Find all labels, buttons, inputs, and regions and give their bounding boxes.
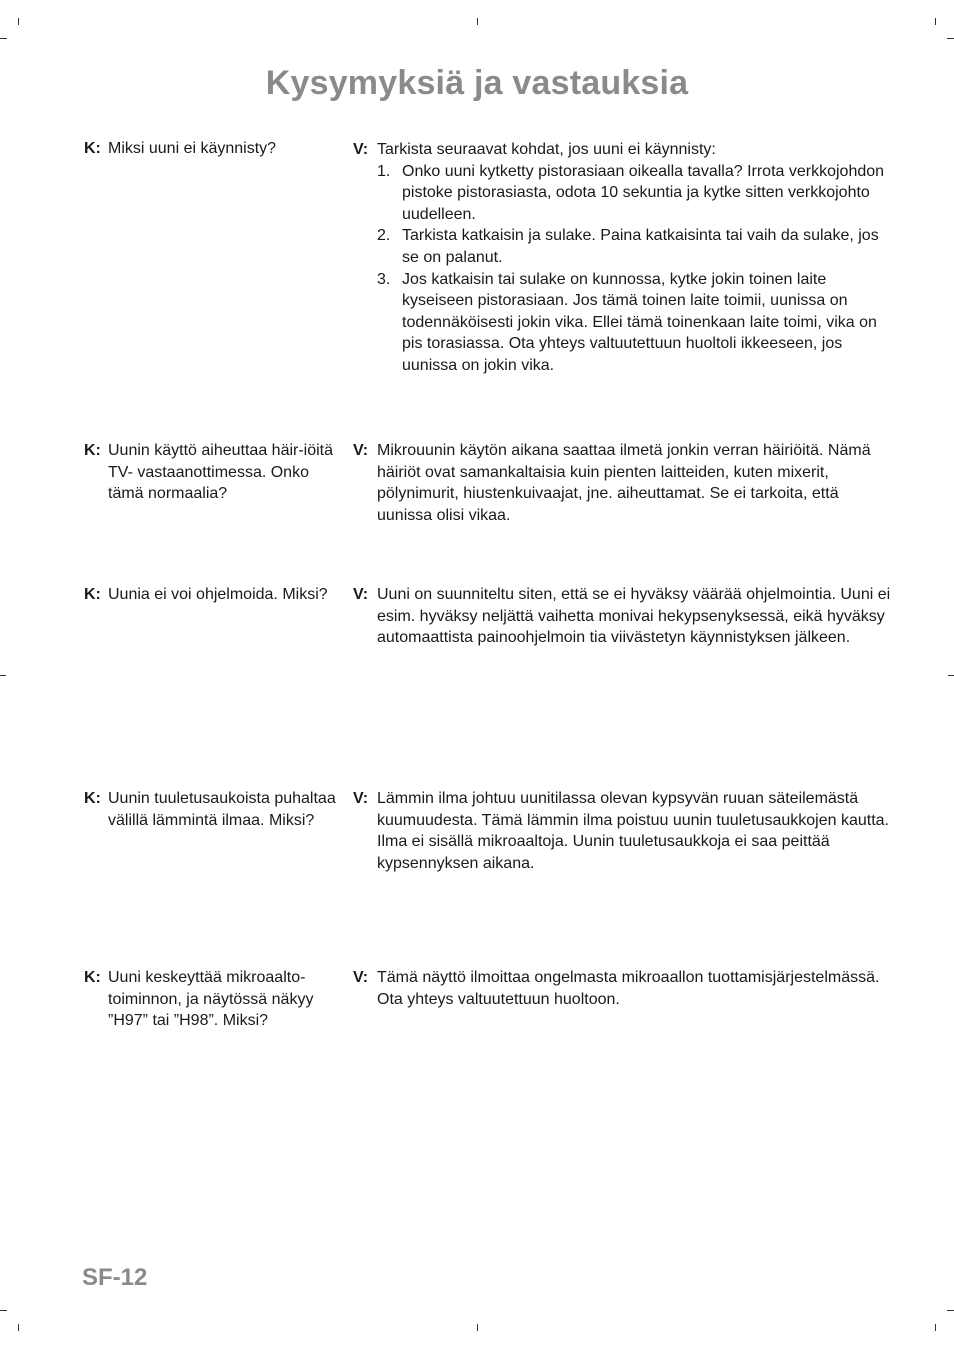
answer <box>352 139 892 377</box>
answer-label: V: <box>353 141 369 158</box>
answer-steps <box>377 161 892 377</box>
step-text: Onko uuni kytketty pistorasiaan oikealla tavalla? Irrota verkkojohdon pistoke pistorasiasta, odota 10 sekuntia ja kytke sitten verkkojohto uudelleen. <box>402 162 885 223</box>
page-title: Kysymyksiä ja vastauksia <box>265 64 689 102</box>
list-item <box>377 161 892 226</box>
question <box>84 967 344 1032</box>
crop-mark <box>0 1310 7 1311</box>
question-label: K: <box>84 586 101 603</box>
answer-label: V: <box>353 969 369 986</box>
crop-mark <box>935 18 936 25</box>
step-text: Tarkista katkaisin ja sulake. Paina katkaisinta tai vaih da sulake, jos se on palanut. <box>402 227 879 266</box>
step-number: 1. <box>377 162 391 180</box>
crop-mark <box>18 18 19 25</box>
question-text: Uunin käyttö aiheuttaa häir-iöitä TV- vastaanottimessa. Onko tämä normaalia? <box>108 442 334 503</box>
answer-text: Mikrouunin käytön aikana saattaa ilmetä jonkin verran häiriöitä. Nämä häiriöt ovat samankaltaisia kuin pienten laitteiden, kuten mixerit, pölynimurit, hiustenkuivaajat, jne. aiheuttamat. Se ei tarkoita, että uunissa olisi vikaa. <box>377 442 871 524</box>
crop-mark <box>477 1324 478 1331</box>
answer-intro: Tarkista seuraavat kohdat, jos uuni ei käynnisty: <box>377 141 716 158</box>
answer <box>352 584 892 649</box>
crop-mark <box>0 675 6 676</box>
page-number: SF-12 <box>82 1264 148 1291</box>
step-text: Jos katkaisin tai sulake on kunnossa, kytke jokin toinen laite kyseiseen pistorasiaan. Jos tämä toinen laite toimii, uunissa on todennäköisesti jokin vika. Ellei tämä toinenkaan laite toimi, vika on pis torasiassa. Ota yhteys valtuutettuun huoltoli ikkeeseen, jos uunissa on jokin vika. <box>402 270 877 374</box>
answer-text: Tämä näyttö ilmoittaa ongelmasta mikroaallon tuottamisjärjestelmässä. Ota yhteys valtuutettuun huoltoon. <box>377 969 880 1008</box>
crop-mark <box>18 1324 19 1331</box>
list-item <box>377 225 892 268</box>
question-text: Uuni keskeyttää mikroaalto-toiminnon, ja näytössä näkyy ”H97” tai ”H98”. Miksi? <box>108 969 314 1030</box>
answer <box>352 967 892 1010</box>
question-text: Miksi uuni ei käynnisty? <box>108 140 277 157</box>
step-number: 2. <box>377 227 391 245</box>
crop-mark <box>477 18 478 25</box>
list-item <box>377 269 892 377</box>
question-text: Uunin tuuletusaukoista puhaltaa välillä lämmintä ilmaa. Miksi? <box>108 790 336 829</box>
answer <box>352 440 892 526</box>
answer-label: V: <box>353 790 369 807</box>
question-label: K: <box>84 969 101 986</box>
question <box>84 440 344 505</box>
answer-text: Uuni on suunniteltu siten, että se ei hyväksy väärää ohjelmointia. Uuni ei esim. hyväksy neljättä vaihetta monivai hekypsenyksessä, eikä hyväksy automaattista painoohjelmoin tia viivästetyn käynnistyksen jälkeen. <box>377 586 891 647</box>
answer-text: Lämmin ilma johtuu uunitilassa olevan kypsyvän ruuan säteilemästä kuumuudesta. Tämä lämmin ilma poistuu uunin tuuletusaukkojen kautta. Ilma ei sisällä mikroaaltoja. Uunin tuuletusaukkoja ei saa peittää kypsennyksen aikana. <box>377 790 889 872</box>
answer <box>352 788 892 874</box>
question-text: Uunia ei voi ohjelmoida. Miksi? <box>108 586 328 603</box>
crop-mark <box>935 1324 936 1331</box>
question-label: K: <box>84 140 101 157</box>
question-label: K: <box>84 442 101 459</box>
answer-label: V: <box>353 442 369 459</box>
question <box>84 584 344 606</box>
crop-mark <box>947 1310 954 1311</box>
step-number: 3. <box>377 270 391 288</box>
question-label: K: <box>84 790 101 807</box>
answer-label: V: <box>353 586 369 603</box>
question <box>84 138 344 160</box>
question <box>84 788 344 831</box>
crop-mark <box>0 38 7 39</box>
crop-mark <box>948 675 954 676</box>
crop-mark <box>947 38 954 39</box>
